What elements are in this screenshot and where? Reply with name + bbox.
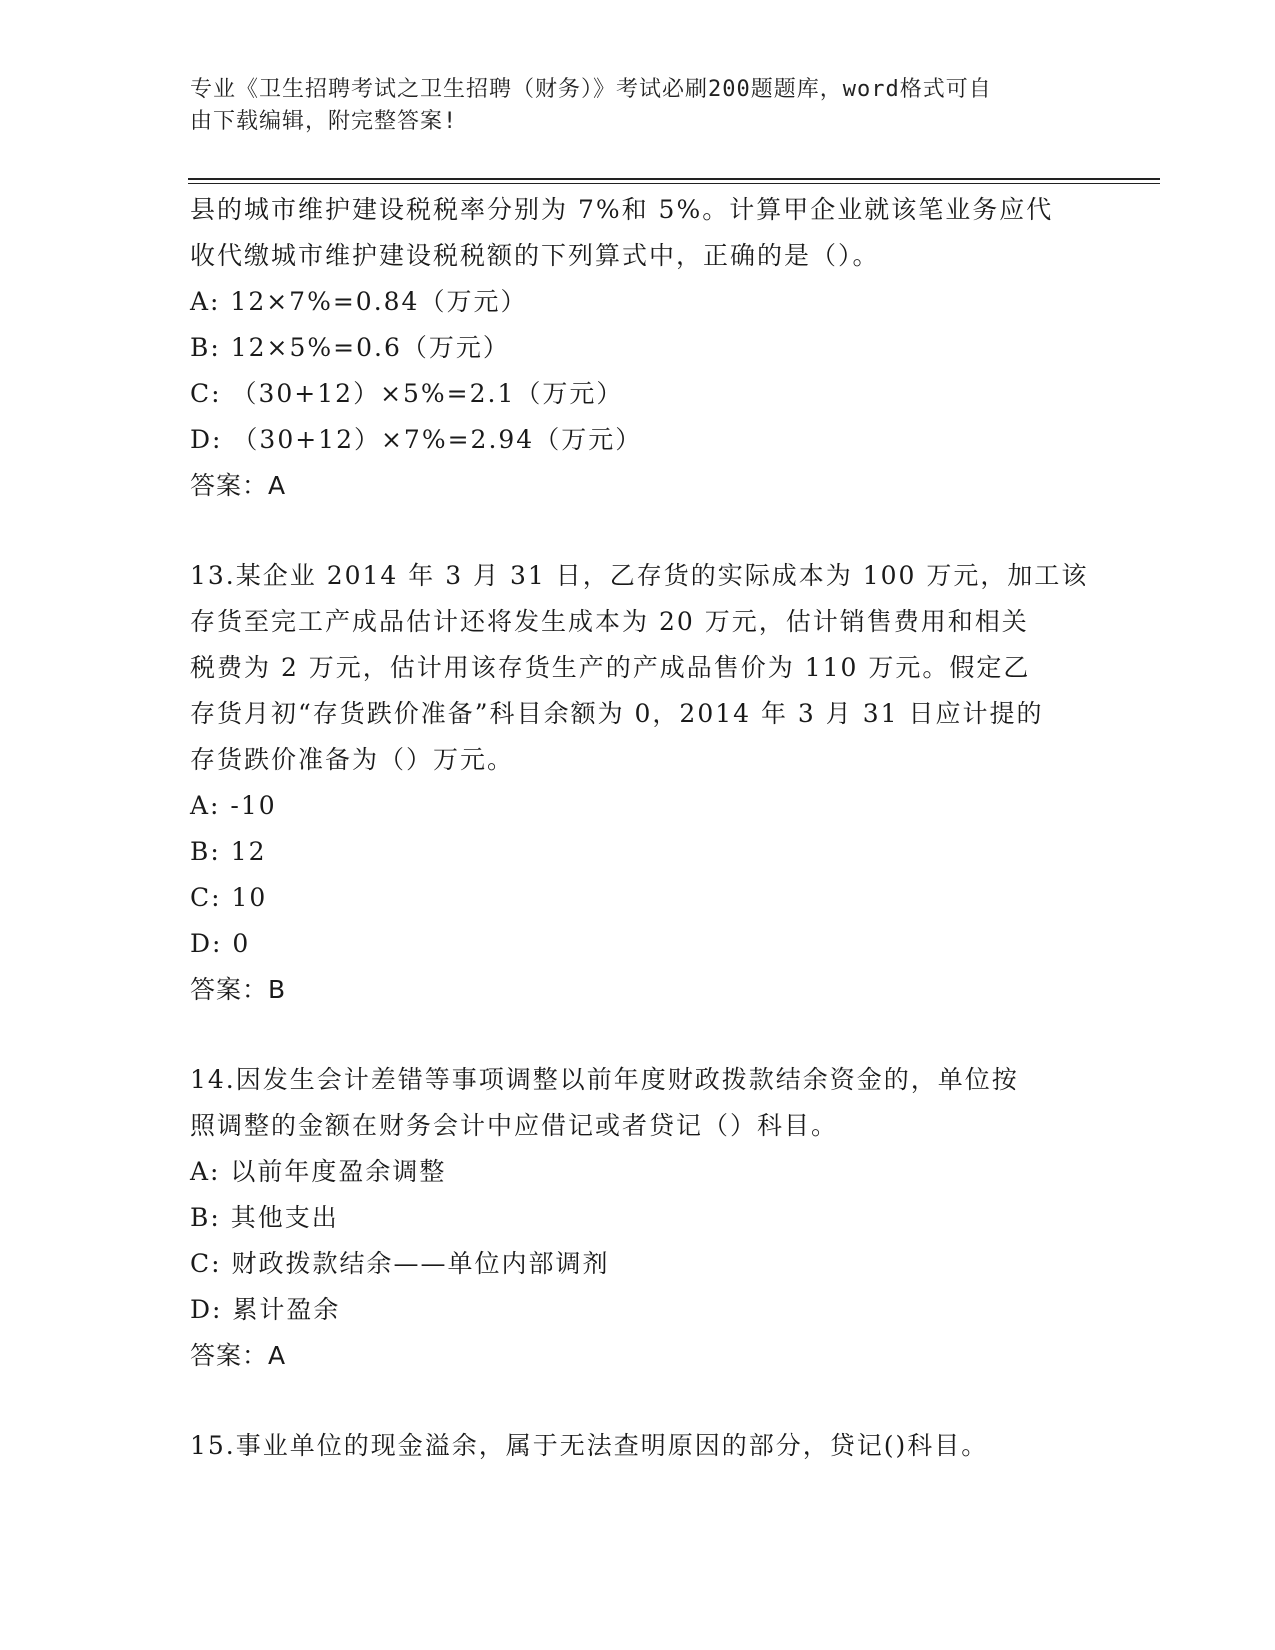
question-12 [190,187,1090,509]
question-14 [190,1057,1090,1379]
answer-label: 答案：A [190,1341,287,1370]
question-stem-line: 15.事业单位的现金溢余，属于无法查明原因的部分，贷记()科目。 [190,1431,989,1460]
question-stem-line: 13.某企业 2014 年 3 月 31 日，乙存货的实际成本为 100 万元，加工该 [190,561,1089,590]
question-content [190,187,1090,1469]
question-stem-line: 收代缴城市维护建设税税额的下列算式中，正确的是（）。 [190,241,880,270]
option-b: B: 12 [190,837,267,866]
question-stem-line: 存货至完工产成品估计还将发生成本为 20 万元，估计销售费用和相关 [190,607,1029,636]
option-c: C: 10 [190,883,268,912]
header-line-2: 由下载编辑，附完整答案! [190,109,458,134]
spacer [190,1379,1090,1423]
question-stem-line: 税费为 2 万元，估计用该存货生产的产成品售价为 110 万元。假定乙 [190,653,1031,682]
option-a: A: 12×7%=0.84（万元） [190,287,528,316]
answer-label: 答案：B [190,975,287,1004]
option-c: C: 财政拨款结余——单位内部调剂 [190,1249,610,1278]
header-rule-thick [188,178,1160,180]
page-header [190,74,1090,138]
question-stem-line: 存货月初“存货跌价准备”科目余额为 0，2014 年 3 月 31 日应计提的 [190,699,1044,728]
option-a: A: 以前年度盈余调整 [190,1157,447,1186]
header-rule-thin [188,183,1160,184]
question-stem-line: 县的城市维护建设税税率分别为 7%和 5%。计算甲企业就该笔业务应代 [190,195,1054,224]
option-a: A: -10 [190,791,277,820]
option-d: D: 累计盈余 [190,1295,341,1324]
option-c: C: （30+12）×5%=2.1（万元） [190,379,624,408]
spacer [190,1013,1090,1057]
option-b: B: 12×5%=0.6（万元） [190,333,510,362]
question-13 [190,553,1090,1013]
question-stem-line: 照调整的金额在财务会计中应借记或者贷记（）科目。 [190,1111,839,1140]
spacer [190,509,1090,553]
question-15 [190,1423,1090,1469]
question-stem-line: 存货跌价准备为（）万元。 [190,745,515,774]
header-line-1: 专业《卫生招聘考试之卫生招聘（财务）》考试必刷200题题库，word格式可自 [190,77,992,102]
question-stem-line: 14.因发生会计差错等事项调整以前年度财政拨款结余资金的，单位按 [190,1065,1019,1094]
option-d: D: 0 [190,929,251,958]
answer-label: 答案：A [190,471,287,500]
option-d: D: （30+12）×7%=2.94（万元） [190,425,643,454]
option-b: B: 其他支出 [190,1203,339,1232]
